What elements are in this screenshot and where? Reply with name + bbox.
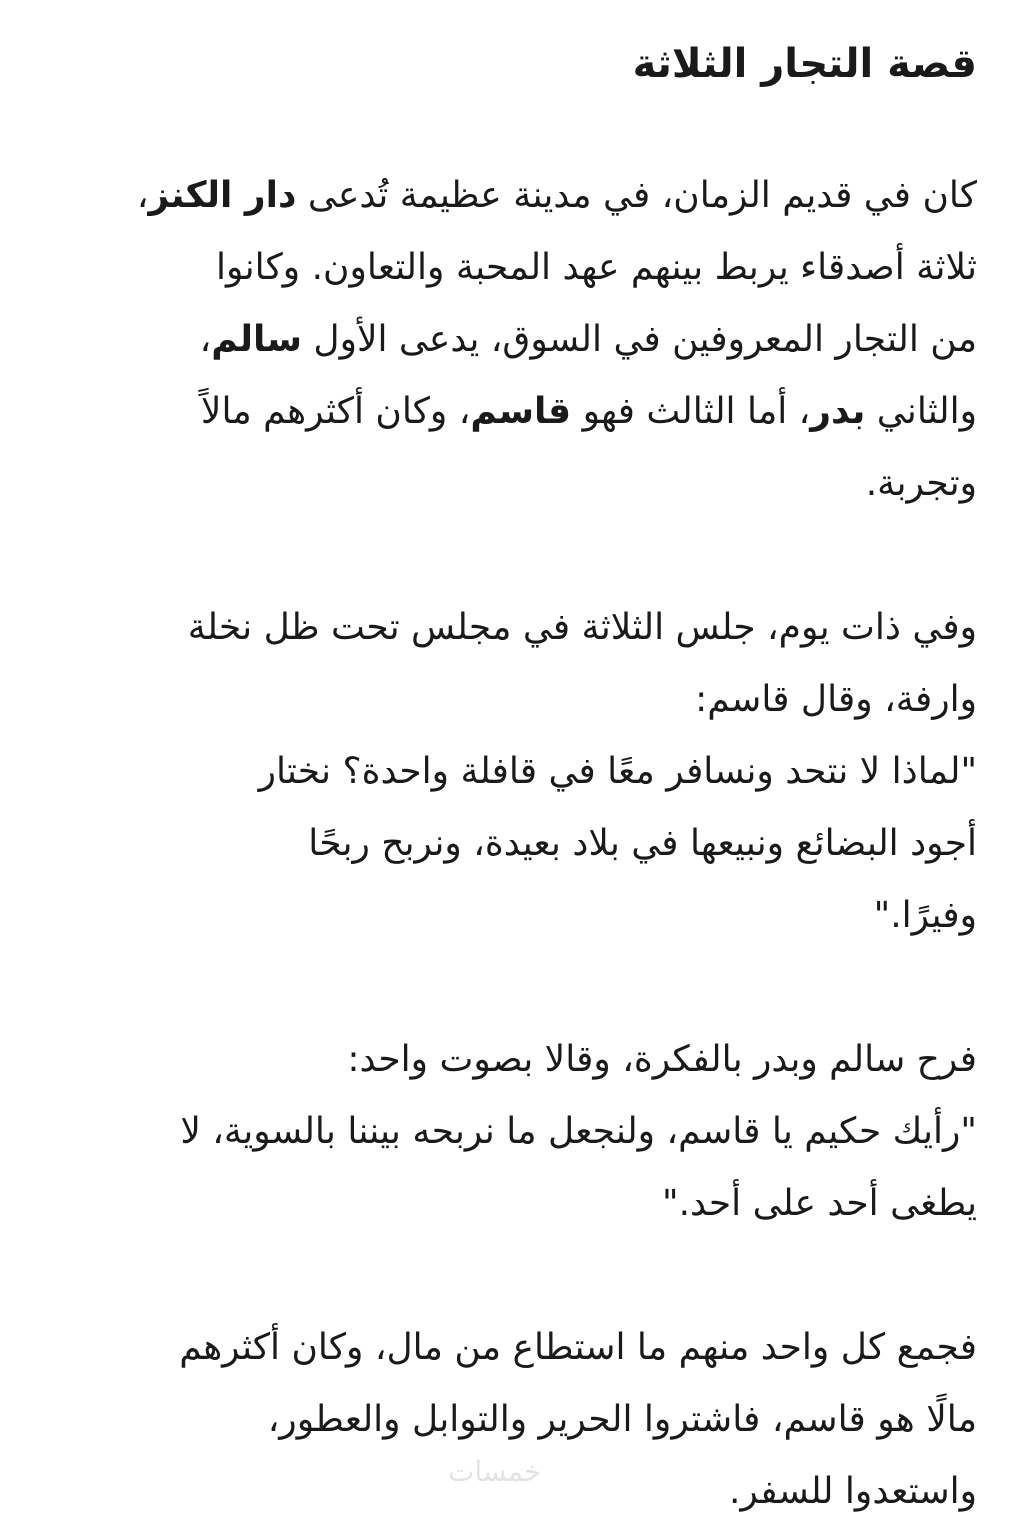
paragraph-2-line-1: وفي ذات يوم، جلس الثلاثة في مجلس تحت ظل نخلة <box>187 607 977 648</box>
paragraph-1-line-4: والثاني بدر، أما الثالث فهو قاسم، وكان أكثرهم مالاً <box>200 391 977 432</box>
paragraph-4 <box>46 1312 977 1528</box>
paragraph-2 <box>46 592 977 952</box>
story-article <box>46 24 977 1538</box>
city-name: دار الكنز <box>148 175 297 216</box>
paragraph-3-line-2: "رأيك حكيم يا قاسم، ولنجعل ما نربحه بيننا بالسوية، لا <box>180 1111 977 1152</box>
paragraph-2-line-2: وارفة، وقال قاسم: <box>695 679 977 720</box>
paragraph-1-line-2: ثلاثة أصدقاء يربط بينهم عهد المحبة والتعاون. وكانوا <box>216 247 977 288</box>
paragraph-3-line-1: فرح سالم وبدر بالفكرة، وقالا بصوت واحد: <box>347 1039 977 1080</box>
paragraph-2-line-4: أجود البضائع ونبيعها في بلاد بعيدة، ونربح ربحًا <box>308 823 977 864</box>
paragraph-1-line-1: كان في قديم الزمان، في مدينة عظيمة تُدعى دار الكنز، <box>136 175 977 216</box>
paragraph-2-line-5: وفيرًا." <box>873 895 977 936</box>
paragraph-4-line-3: واستعدوا للسفر. <box>728 1471 977 1512</box>
paragraph-1-line-3: من التجار المعروفين في السوق، يدعى الأول سالم، <box>199 319 977 360</box>
paragraph-3-line-3: يطغى أحد على أحد." <box>662 1183 977 1224</box>
paragraph-4-line-2: مالًا هو قاسم، فاشتروا الحرير والتوابل والعطور، <box>267 1399 977 1440</box>
name-salem: سالم <box>211 319 302 360</box>
paragraph-2-line-3: "لماذا لا نتحد ونسافر معًا في قافلة واحدة؟ نختار <box>258 751 977 792</box>
name-qasem: قاسم <box>470 391 572 432</box>
paragraph-1-line-5: وتجربة. <box>865 463 977 504</box>
paragraph-1 <box>46 160 977 520</box>
name-badr: بدر <box>810 391 866 432</box>
paragraph-4-line-1: فجمع كل واحد منهم ما استطاع من مال، وكان أكثرهم <box>179 1327 977 1368</box>
paragraph-3 <box>46 1024 977 1240</box>
site-watermark: خمسات <box>448 1455 542 1488</box>
story-title: قصة التجار الثلاثة <box>632 41 977 87</box>
